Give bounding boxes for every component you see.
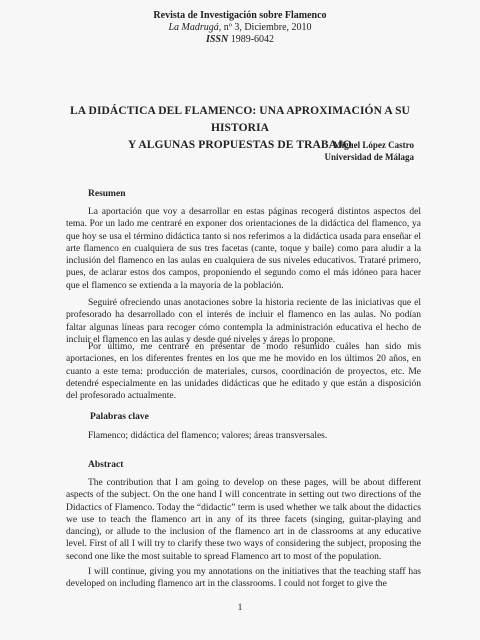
- keywords-heading: Palabras clave: [90, 412, 149, 422]
- abstract-heading: Abstract: [88, 460, 124, 470]
- resumen-heading: Resumen: [88, 189, 126, 199]
- page-number: 1: [237, 603, 243, 613]
- author-block: [324, 140, 414, 163]
- keywords-text: Flamenco; didáctica del flamenco; valores; áreas transversales.: [88, 431, 328, 441]
- resumen-paragraph-3: Por último, me centraré en presentar de modo resumido cuáles han sido mis aportaciones, en los diferentes frentes en los que me he movido en los últimos 20 años, en cuanto a este tema: producción de materiales, cursos, coordinación de proyectos, etc. Me detendré especialmente en las unidades didácticas que he editado y que están a disposición del profesorado actualmente.: [66, 342, 421, 402]
- issn-number: 1989-6042: [228, 34, 275, 45]
- abstract-paragraph-2: I will continue, giving you my annotations on the initiatives that the teaching staff has developed on including flamenco art in the classrooms. I could not forget to give the: [66, 567, 421, 590]
- abstract-paragraph-1: The contribution that I am going to develop on these pages, will be about different aspects of the subject. On the one hand I will concentrate in setting out two directions of the Didactics of Flamenco. Today the “didactic” term is used whether we talk about the didactics we use to teach the flamenco art in any of its three facets (singing, guitar-playing and dancing), or allude to the inclusion of the flamenco art in de classrooms at any educative level. First of all I will try to clarify these two ways of considering the subject, proposing the second one like the most suitable to spread Flamenco art to most of the population.: [66, 478, 421, 562]
- article-title-line-2: Y ALGUNAS PROPUESTAS DE TRABAJO: [128, 139, 352, 151]
- journal-issn: [0, 34, 480, 46]
- journal-title: Revista de Investigación sobre Flamenco: [153, 10, 327, 21]
- journal-header: [0, 10, 480, 46]
- resumen-paragraph-1: La aportación que voy a desarrollar en estas páginas recogerá distintos aspectos del tema. Por un lado me centraré en exponer dos orientaciones de la didáctica del flamenco, ya que hoy se usa el término didáctica tanto si nos referimos a la didáctica usada para enseñar el arte flamenco en cualquiera de sus tres facetas (cante, toque y baile) como para aludir a la inclusión del flamenco en las aulas en cualquiera de sus niveles educativos. Trataré primero, pues, de aclarar estos dos campos, proponiendo el segundo como el más idóneo para hacer que el flamenco se extienda a la mayoría de la población.: [66, 207, 421, 291]
- journal-issue: [0, 22, 480, 34]
- resumen-paragraph-2: Seguiré ofreciendo unas anotaciones sobre la historia reciente de las iniciativas que el profesorado ha desarrollado con el interés de incluir el flamenco en las aulas. No podían faltar algunas líneas para recoger cómo contempla la administración educativa el hecho de incluir el flamenco en las aulas y desde qué niveles y áreas lo propone.: [66, 298, 421, 345]
- journal-issue-name: La Madrugá,: [168, 22, 222, 33]
- author-affiliation: Universidad de Málaga: [324, 151, 414, 162]
- issn-label: ISSN: [205, 34, 229, 45]
- article-title-line-1: LA DIDÁCTICA DEL FLAMENCO: UNA APROXIMACIÓN A SU HISTORIA: [70, 105, 410, 134]
- author-name: Miguel López Castro: [333, 140, 414, 150]
- journal-issue-date: nº 3, Diciembre, 2010: [221, 22, 312, 33]
